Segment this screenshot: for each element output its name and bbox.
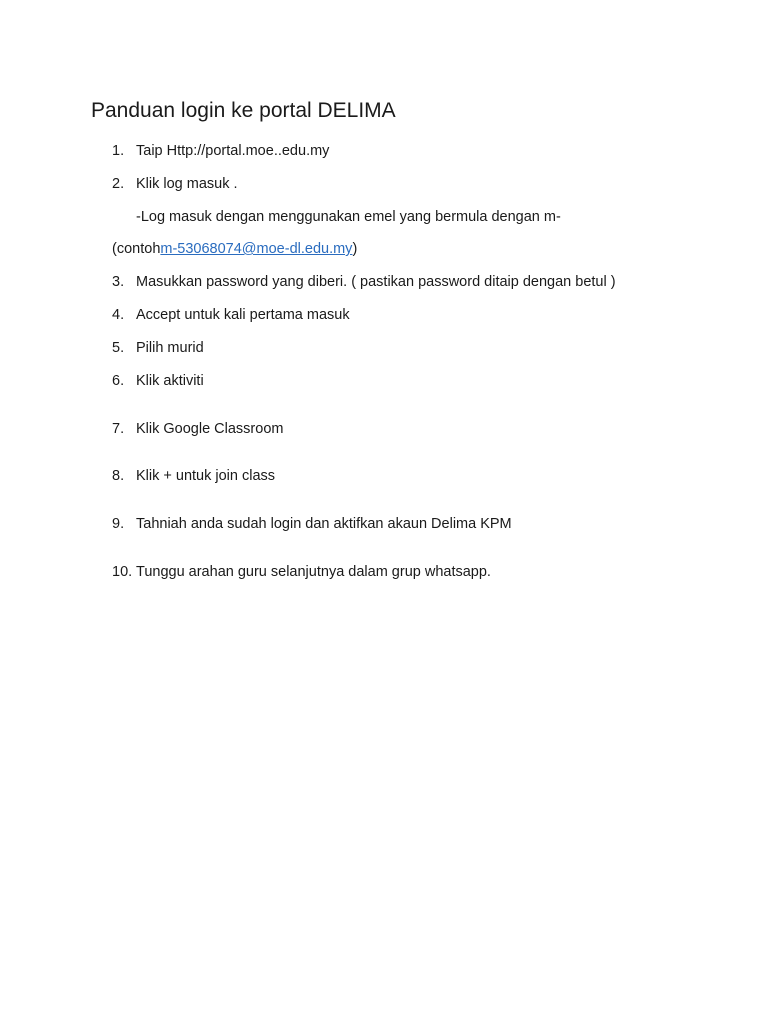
list-item-step-3 — [112, 272, 616, 292]
list-item-step-4 — [112, 305, 350, 325]
example-label: contoh — [116, 241, 161, 257]
step-number: 2. — [112, 176, 125, 192]
step-text: Accept untuk kali pertama masuk — [136, 307, 350, 323]
step-number: 3. — [112, 274, 125, 290]
list-item-step-2 — [112, 174, 238, 194]
step-number: 7. — [112, 421, 125, 437]
step-2-example — [112, 239, 357, 259]
step-2-note: -Log masuk dengan menggunakan emel yang bermula dengan m- — [136, 209, 561, 225]
list-item-step-7 — [112, 419, 283, 439]
step-number: 8. — [112, 468, 125, 484]
list-item-step-1 — [112, 141, 329, 161]
step-number: 10. — [112, 564, 133, 580]
document-title: Panduan login ke portal DELIMA — [91, 99, 396, 122]
step-text: Tunggu arahan guru selanjutnya dalam grup whatsapp. — [136, 564, 491, 580]
step-text: Klik log masuk . — [136, 176, 238, 192]
step-number: 4. — [112, 307, 125, 323]
list-item-step-5 — [112, 338, 204, 358]
list-item-step-10 — [112, 562, 491, 582]
example-open-paren: ( — [112, 241, 117, 257]
step-text: Tahniah anda sudah login dan aktifkan akaun Delima KPM — [136, 516, 512, 532]
email-link[interactable]: m-53068074@moe-dl.edu.my — [160, 241, 353, 257]
step-text: Pilih murid — [136, 340, 204, 356]
step-number: 9. — [112, 516, 125, 532]
step-text: Klik aktiviti — [136, 373, 204, 389]
example-close-paren: ) — [352, 241, 358, 257]
step-text: Masukkan password yang diberi. ( pastikan password ditaip dengan betul ) — [136, 274, 616, 290]
step-text: Klik Google Classroom — [136, 421, 284, 437]
step-number: 6. — [112, 373, 125, 389]
step-number: 1. — [112, 143, 125, 159]
step-text: Klik + untuk join class — [136, 468, 276, 484]
list-item-step-6 — [112, 371, 204, 391]
step-number: 5. — [112, 340, 125, 356]
list-item-step-8 — [112, 466, 275, 486]
step-text: Taip Http://portal.moe..edu.my — [136, 143, 330, 159]
list-item-step-9 — [112, 514, 512, 534]
